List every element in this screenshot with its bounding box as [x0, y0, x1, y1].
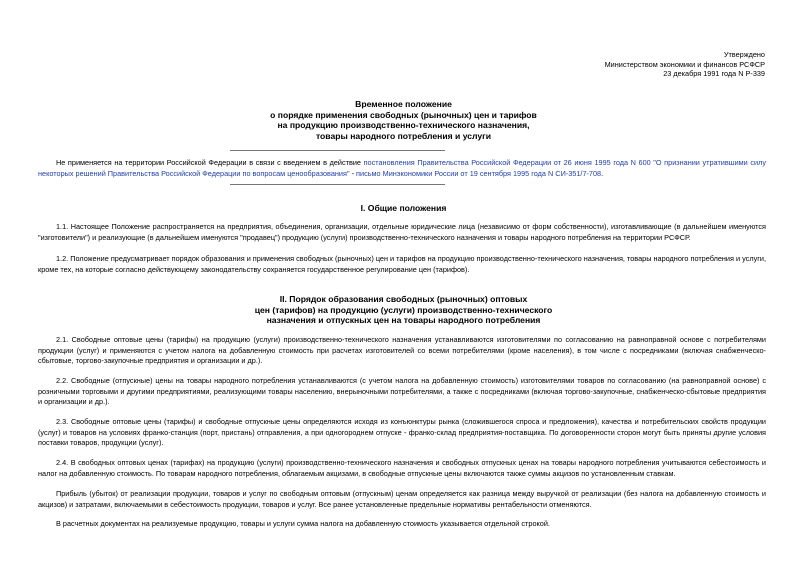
approval-line: 23 декабря 1991 года N Р-339	[663, 69, 765, 79]
title-line: Временное положение	[355, 99, 452, 109]
paragraph-2-4: 2.4. В свободных оптовых ценах (тарифах) на продукцию (услуги) производственно-технического назначения и свободных отпускных ценах на товары народного потребления учитываются себестоимость и налог на добавленную стоимость. По товарам народного потребления, облагаемым акцизами, в свободные отпускные цены включаются также суммы акцизов по установленным ставкам.	[38, 458, 766, 478]
paragraph-1-2: 1.2. Положение предусматривает порядок образования и применения свободных (рыночных) цен и тарифов на продукцию производственно-технического назначения, товары народного потребления и услуги, кроме тех, на которые согласно действующему законодательству сохраняется государственное регулирование цен (тарифов).	[38, 254, 766, 274]
section-2-title	[0, 294, 807, 326]
title-line: о порядке применения свободных (рыночных) цен и тарифов	[270, 109, 537, 120]
note-prefix: Не применяется на территории Российской Федерации в связи с введением в действие	[56, 158, 364, 167]
section-2-title-line: назначения и отпускных цен на товары народного потребления	[266, 315, 541, 326]
title-line: товары народного потребления и услуги	[315, 130, 492, 141]
approval-line: Утверждено	[723, 50, 765, 59]
section-2-title-line: II. Порядок образования свободных (рыночных) оптовых	[279, 294, 528, 304]
divider-top	[230, 150, 445, 151]
paragraph-profit: Прибыль (убыток) от реализации продукции, товаров и услуг по свободным оптовым (отпускным) ценам определяется как разница между выручкой от реализации (без налога на добавленную стоимость и акцизов) и затратами, включаемыми в себестоимость продукции, товаров и услуг. Все ранее установленные предельные нормативы рентабельности отменяются.	[38, 489, 766, 509]
approval-block	[605, 50, 765, 79]
paragraph-2-2: 2.2. Свободные (отпускные) цены на товары народного потребления устанавливаются (с учетом налога на добавленную стоимость) изготовителями товаров по согласованию (на равноправной основе) с розничными торговыми и другими предприятиями, реализующими товары населению, внерыночными потребителями, а также с посредниками (включая торгово-закупочные, снабженческо-сбытовые предприятия и организации и др.).	[38, 376, 766, 406]
section-2-title-line: цен (тарифов) на продукцию (услуги) производственно-технического	[254, 304, 553, 315]
editorial-note	[38, 158, 766, 179]
paragraph-2-1: 2.1. Свободные оптовые цены (тарифы) на продукцию (услуги) производственно-технического назначения устанавливаются изготовителями по согласованию на равноправной основе с потребителями продукции (услуг) и применяются с учетом налога на добавленную стоимость при расчетах изготовителей со всеми потребителями (кроме населения), в том числе с посредниками (включая снабженческо-сбытовые, торгово-закупочные предприятия и организации и др.).	[38, 335, 766, 365]
document-title	[0, 99, 807, 141]
note-link-letter[interactable]: письмо Минэкономики России от 19 сентября 1995 года N СИ-351/7-708	[356, 168, 602, 178]
divider-bottom	[230, 184, 445, 185]
note-suffix: .	[601, 168, 604, 178]
paragraph-2-3: 2.3. Свободные оптовые цены (тарифы) и свободные отпускные цены определяются исходя из конъюнктуры рынка (сложившегося спроса и предложения), качества и потребительских свойств продукции (услуг) и товаров на условиях франко-станция (порт, пристань) отправления, а при одногороднем отпуске - франко-склад предприятия-поставщика. По договоренности сторон могут быть приняты другие условия поставки товаров, продукции (услуг).	[38, 417, 766, 447]
approval-line: Министерством экономики и финансов РСФСР	[604, 59, 765, 69]
title-line: на продукцию производственно-технического назначения,	[277, 120, 530, 131]
note-middle: -	[349, 168, 357, 178]
paragraph-vat: В расчетных документах на реализуемые продукцию, товары и услуги сумма налога на добавленную стоимость указывается отдельной строкой.	[56, 519, 550, 528]
section-1-title: I. Общие положения	[360, 203, 447, 213]
paragraph-1-1: 1.1. Настоящее Положение распространяется на предприятия, объединения, организации, отдельные юридические лица (независимо от форм собственности), изготавливающие (в дальнейшем именуются "изготовители") и реализующие (в дальнейшем именуются "продавец") продукцию (услуги) производственно-технического назначения и товары народного потребления на территории РСФСР.	[38, 222, 766, 242]
note-link-decree[interactable]: постановления Правительства Российской Федерации от 26 июня 1995 года N 600 "О признании утратившими силу некоторых решений Правительства Российской Федерации по вопросам ценообразования"	[38, 158, 766, 178]
